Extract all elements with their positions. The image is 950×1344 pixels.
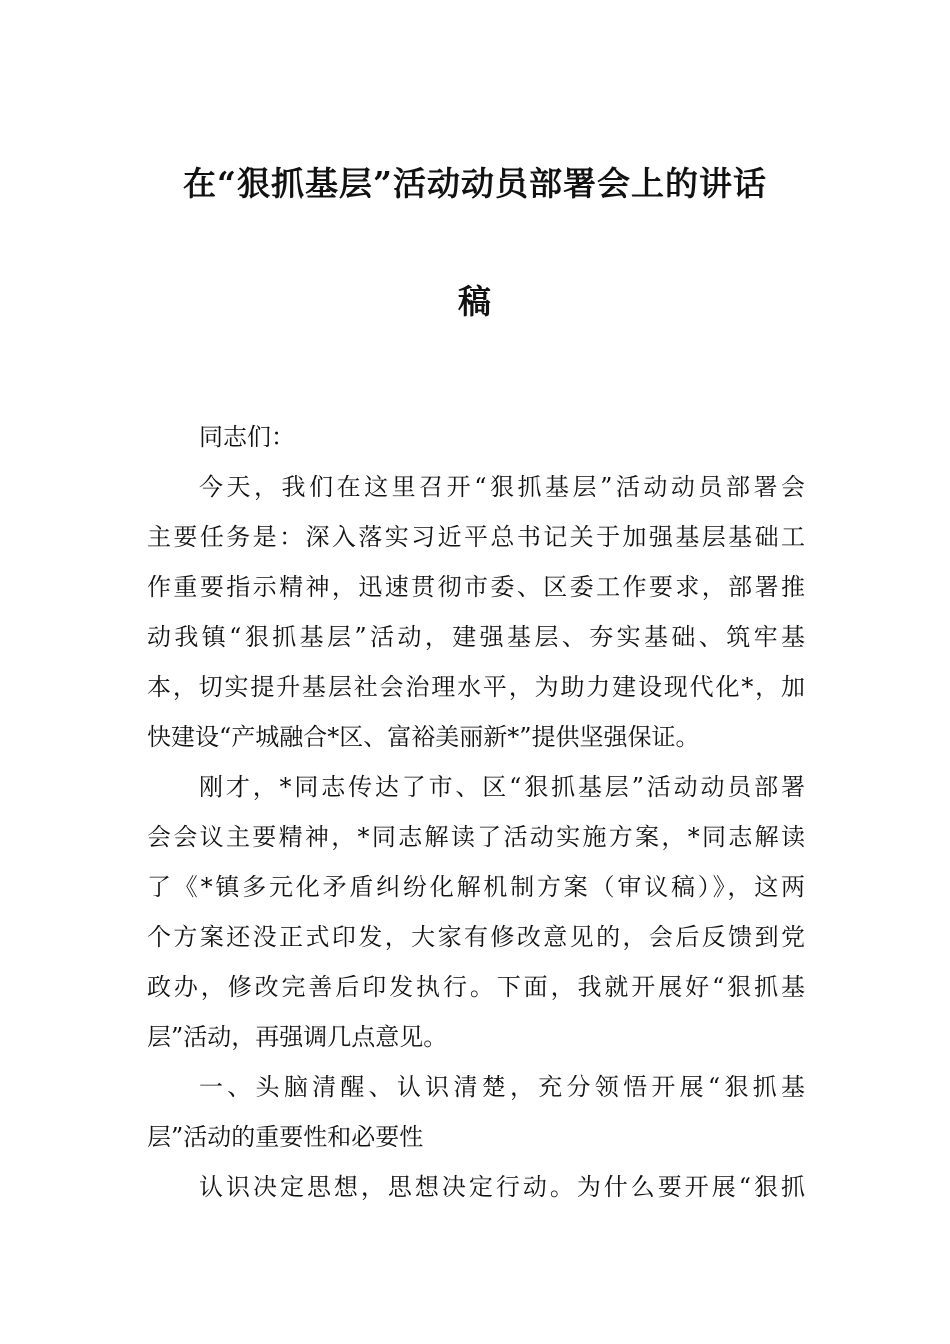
paragraph-line: 动我镇“狠抓基层”活动，建强基层、夯实基础、筑牢基 [147,623,805,651]
paragraph-line: 一、头脑清醒、认识清楚，充分领悟开展“狠抓基 [199,1073,805,1101]
paragraph-line: 今天，我们在这里召开“狠抓基层”活动动员部署会 [199,473,805,501]
paragraph-line: 会会议主要精神，*同志解读了活动实施方案，*同志解读 [147,823,805,851]
paragraph-line: 层”活动，再强调几点意见。 [147,1023,448,1051]
document-title-line-2: 稿 [458,282,492,321]
document-title-line-1: 在“狠抓基层”活动动员部署会上的讲话 [183,164,767,203]
paragraph-line: 主要任务是：深入落实习近平总书记关于加强基层基础工 [147,523,805,551]
paragraph-line: 本，切实提升基层社会治理水平，为助力建设现代化*，加 [147,673,805,701]
paragraph-line: 层”活动的重要性和必要性 [147,1123,424,1151]
paragraph-line: 认识决定思想，思想决定行动。为什么要开展“狠抓 [199,1173,805,1201]
paragraph-line: 了《*镇多元化矛盾纠纷化解机制方案（审议稿）》，这两 [147,873,805,901]
paragraph-line: 快建设“产城融合*区、富裕美丽新*”提供坚强保证。 [147,723,700,751]
paragraph-line: 刚才，*同志传达了市、区“狠抓基层”活动动员部署 [199,773,805,801]
paragraph-line: 政办，修改完善后印发执行。下面，我就开展好“狠抓基 [147,973,805,1001]
document-body [147,412,805,1212]
paragraph-line: 个方案还没正式印发，大家有修改意见的，会后反馈到党 [147,923,805,951]
paragraph-line: 作重要指示精神，迅速贯彻市委、区委工作要求，部署推 [147,573,805,601]
paragraph-line: 同志们： [199,423,295,451]
